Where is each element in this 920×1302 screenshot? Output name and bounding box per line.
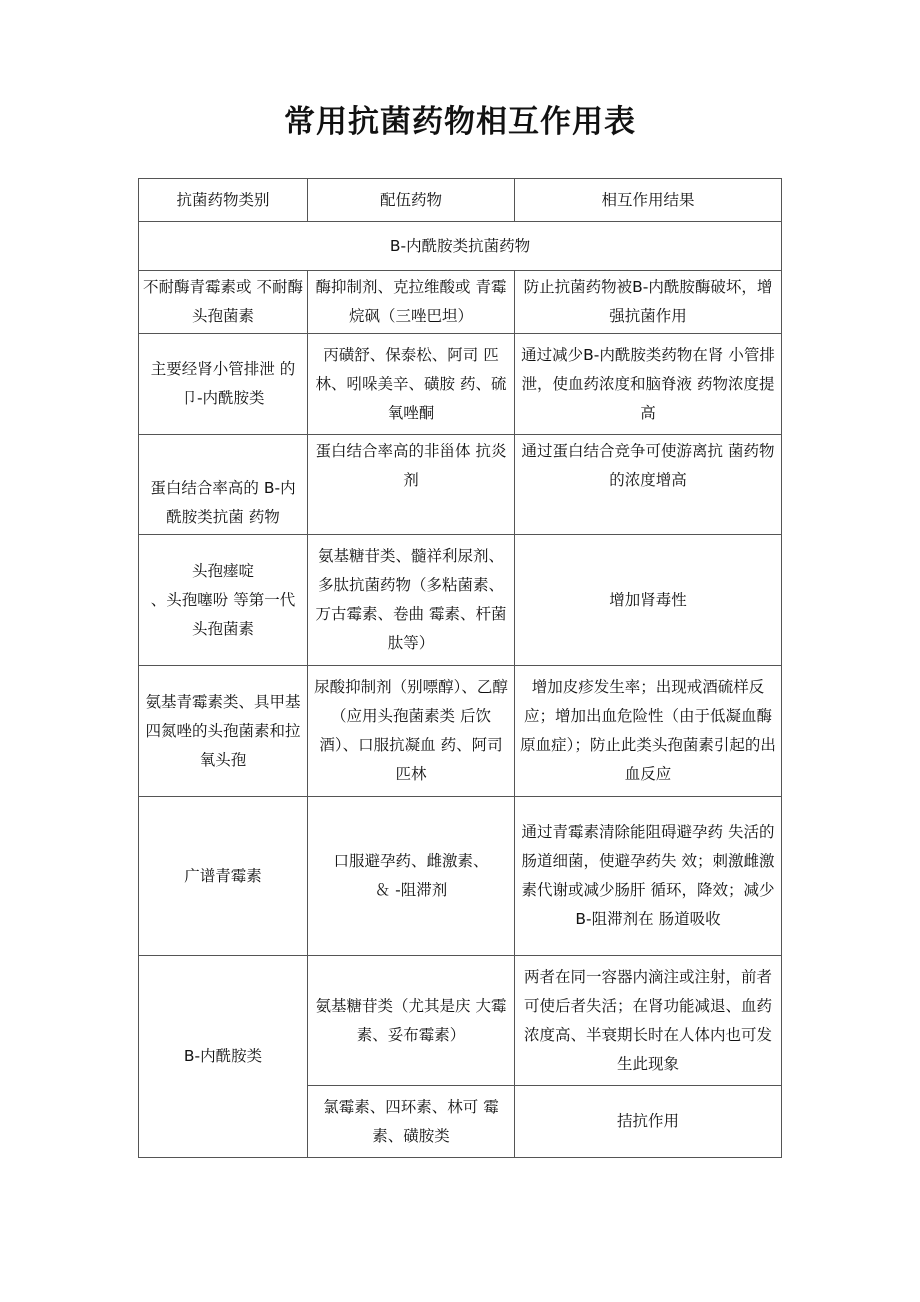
cell-result: 通过青霉素清除能阻碍避孕药 失活的肠道细菌，使避孕药失 效；刺激雌激素代谢或减少肠肝 循环，降效；减少B-阻滞剂在 肠道吸收 xyxy=(515,797,782,956)
cell-drug xyxy=(308,797,515,956)
cell-result: 防止抗菌药物被B-内酰胺酶破坏，增强抗菌作用 xyxy=(515,271,782,334)
header-category: 抗菌药物类别 xyxy=(139,179,308,222)
cell-drug: 酶抑制剂、克拉维酸或 青霉烷砜（三唑巴坦） xyxy=(308,271,515,334)
cell-drug: 氯霉素、四环素、林可 霉素、磺胺类 xyxy=(308,1086,515,1158)
drug-interaction-table xyxy=(138,178,782,1158)
cell-result: 拮抗作用 xyxy=(515,1086,782,1158)
table-row xyxy=(139,666,782,797)
section-row xyxy=(139,222,782,271)
cell-result: 两者在同一容器内滴注或注射，前者可使后者失活；在肾功能减退、血药浓度高、半衰期长时在人体内也可发生此现象 xyxy=(515,956,782,1086)
table-row xyxy=(139,271,782,334)
cell-drug: 蛋白结合率高的非甾体 抗炎剂 xyxy=(308,435,515,535)
cell-category: 不耐酶青霉素或 不耐酶头孢菌素 xyxy=(139,271,308,334)
cell-result: 增加皮疹发生率；出现戒酒硫样反应；增加出血危险性（由于低凝血酶原血症）；防止此类头孢菌素引起的出血反应 xyxy=(515,666,782,797)
table-header-row xyxy=(139,179,782,222)
header-result: 相互作用结果 xyxy=(515,179,782,222)
cell-drug: 丙磺舒、保泰松、阿司 匹林、吲哚美辛、磺胺 药、硫氧唑酮 xyxy=(308,334,515,435)
table-row xyxy=(139,334,782,435)
table-row xyxy=(139,535,782,666)
cell-category-line: 、头孢噻吩 等第一代 xyxy=(150,590,296,609)
cell-result: 通过蛋白结合竞争可使游离抗 菌药物的浓度增高 xyxy=(515,435,782,535)
cell-result: 通过减少B-内酰胺类药物在肾 小管排泄，使血药浓度和脑脊液 药物浓度提高 xyxy=(515,334,782,435)
cell-drug-line: 口服避孕药、雌激素、 xyxy=(333,852,489,870)
table-row xyxy=(139,797,782,956)
cell-category-line: 头孢菌素 xyxy=(191,619,254,638)
table-row xyxy=(139,435,782,535)
table-row xyxy=(139,956,782,1086)
cell-category xyxy=(139,535,308,666)
cell-category-line: 头孢瘗啶 xyxy=(191,561,254,580)
cell-category: 主要经肾小管排泄 的卩-内酰胺类 xyxy=(139,334,308,435)
cell-category: 蛋白结合率高的 B-内酰胺类抗菌 药物 xyxy=(139,435,308,535)
cell-drug-line: ＆ -阻滞剂 xyxy=(374,881,448,899)
section-title: B-内酰胺类抗菌药物 xyxy=(139,222,782,271)
cell-category: 广谱青霉素 xyxy=(139,797,308,956)
page-title: 常用抗菌药物相互作用表 xyxy=(284,104,636,140)
cell-result: 增加肾毒性 xyxy=(515,535,782,666)
cell-drug: 尿酸抑制剂（别嘌醇）、乙醇（应用头孢菌素类 后饮酒）、口服抗凝血 药、阿司匹林 xyxy=(308,666,515,797)
cell-drug: 氨基糖苷类、髓祥利尿剂、多肽抗菌药物（多粘菌素、万古霉素、卷曲 霉素、杆菌肽等） xyxy=(308,535,515,666)
cell-drug: 氨基糖苷类（尤其是庆 大霉素、妥布霉素） xyxy=(308,956,515,1086)
header-drug: 配伍药物 xyxy=(308,179,515,222)
cell-category: B-内酰胺类 xyxy=(139,956,308,1158)
cell-category: 氨基青霉素类、具甲基四氮唑的头孢菌素和拉氧头孢 xyxy=(139,666,308,797)
